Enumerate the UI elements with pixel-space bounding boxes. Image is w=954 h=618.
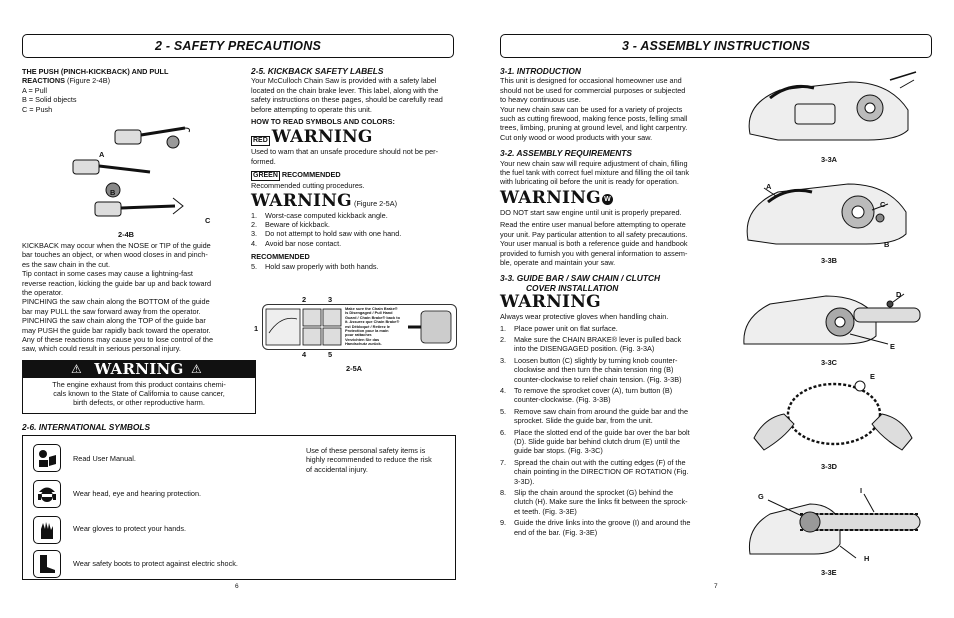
push-pull-title-2: REACTIONS [22, 76, 65, 86]
fig-3-3e-caption: 3-3E [821, 568, 837, 577]
fig-3-3e-label-g: G [758, 492, 764, 501]
list-item: 2. Beware of kickback. [251, 220, 330, 230]
installation-steps [500, 324, 703, 538]
green-tag: GREEN [253, 172, 278, 180]
kickback-line: bar may PULL the saw forward away from the operator. [22, 306, 201, 316]
list-item: 3. Do not attempt to hold saw with one hand. [251, 229, 402, 239]
warning-fig-ref: (Figure 2-5A) [354, 198, 397, 208]
fig-3-3b-label-b: B [884, 240, 890, 249]
how-to-read-heading: HOW TO READ SYMBOLS AND COLORS: [251, 117, 395, 127]
push-pull-section [22, 67, 227, 114]
fig-3-3b-label-c: C [880, 200, 886, 209]
kickback-line: reverse reaction, kicking the guide bar up and back toward [22, 278, 212, 288]
step-item: 5. Remove saw chain from around the guide bar and the sprocket. Slide the guide bar, from the unit. [500, 406, 689, 426]
fig-2-5a-num-1: 1 [254, 324, 259, 333]
fig-3-3d-caption: 3-3D [821, 462, 838, 471]
step-item: 3. Loosen button (C) slightly by turning knob counter- clockwise and then turn the chain tension ring (B) counter-clockwise to relief chain tension. (Fig. 3-3B) [500, 355, 682, 384]
kickback-line: Any of these reactions may cause you to lose control of the [22, 335, 214, 345]
fig-2-4b-caption: 2-4B [118, 230, 135, 239]
fig-2-4b-label-a: A [99, 150, 105, 159]
safety-label-text: Make sure the Chain Brake® is Disengaged / Pull Hand Guard / Chain Brake® back to it. Assurez que Chain Brake® est Débloqué / Retirez le Protection pour la main pour rattacher. Verzichten Sie das Handschutz zurück. [345, 306, 400, 347]
installation-warning-heading: WARNING [500, 292, 601, 313]
warning-badge-icon: W [602, 194, 613, 205]
requirements-heading: 3-2. ASSEMBLY REQUIREMENTS [500, 148, 633, 159]
california-warning-box [22, 360, 256, 414]
kickback-line: PINCHING the saw chain along the TOP of the guide bar [22, 316, 206, 326]
international-symbols-box [22, 435, 456, 580]
list-item: 1. Worst-case computed kickback angle. [251, 210, 388, 220]
push-pull-item: B = Solid objects [22, 95, 77, 105]
page-number-left: 6 [235, 583, 239, 590]
assembly-text-column: 3-1. INTRODUCTION This unit is designed for occasional homeowner use and should not be used for commercial purposes or subjected to heavy continuous use. Your new chain saw can be used for a variety of projects such as cutting firewood, making fence posts, felling small trees, limbing, pruning at ground level, and light carpentry. Cut only wood or wood products with your saw. 3-2. ASSEMBLY REQUIREMENTS Your new chain saw will require adjustment of chain, filling the fuel tank with correct fuel mixture and filling the oil tank with lubricating oil before the unit is ready for operation. WARNING W DO NOT start saw engine until unit is properly prepared. Read the entire user manual before attempting to operate your unit. Pay particular attention to all safety precautions. Your user manual is both a reference guide and handbook provided to furnish you with general information to assem- ble, operate and maintain your saw. 3-3. GUIDE BAR / SAW CHAIN / CLUTCH COVER INSTALLATION WARNING Always wear protective gloves when handling chain. 1. Place power unit on flat surface. 2. Make sure the CHAIN BRAKE® lever is pulled back into the DISENGAGED position. (Fig. 3-3A) 3. Loosen button (C) slightly by turning knob counter- clockwise and then turn the chain tension ring (B) counter-clockwise to relief chain tension. (Fig. 3-3B) 4. To remove the sprocket cover (A), turn button (B) counter-clockwise. (Fig. 3-3B) 5. Remove saw chain from around the guide bar and the sprocket. Slide the guide bar, from the unit. 6. Place the slotted end of the guide bar over the bar bolt (D). Slide guide bar behind clutch drum (E) until the guide bar stops. (Fig. 3-3C) 7. Spread the chain out with the cutting edges (F) of the chain pointing in the DIRECTION OF ROTATION (Fig. 3-3D). 8. Slip the chain around the sprocket (G) behind the clutch (H). Make sure the links fit between the sprock- et teeth. (Fig. 3-3E) 9. Guide the drive links into the groove (I) and around the end of the bar. (Fig. 3-3E) [500, 67, 703, 537]
intl-note: Use of these personal safety items is highly recommended to reduce the risk of accidental injury. [306, 446, 432, 474]
recommended-label: RECOMMENDED [281, 170, 341, 180]
kickback-line: PINCHING the saw chain along the BOTTOM of the guide [22, 297, 210, 307]
fig-2-5a-caption: 2-5A [346, 364, 363, 373]
kickback-line: the operator. [22, 288, 63, 298]
warning-triangle-icon: ⚠ [71, 362, 82, 376]
list-item: 5. Hold saw properly with both hands. [251, 261, 379, 271]
fig-3-3d-label-e: E [870, 372, 875, 381]
figure-3-3e [740, 484, 926, 566]
fig-2-5a-num-2: 2 [302, 295, 307, 304]
figure-2-5a [254, 294, 457, 362]
fig-3-3c-label-e: E [890, 342, 895, 351]
push-pull-item: C = Push [22, 104, 53, 114]
red-tag: RED [253, 137, 268, 145]
safety-label-graphic [262, 304, 457, 350]
fig-3-3b-label-a: A [766, 182, 772, 191]
kickback-line: saw, which could result in serious personal injury. [22, 344, 181, 354]
step-item: 8. Slip the chain around the sprocket (G) behind the clutch (H). Make sure the links fit between the sprock- et teeth. (Fig. 3-3E) [500, 488, 688, 516]
fig-3-3a-caption: 3-3A [821, 155, 838, 164]
step-item: 7. Spread the chain out with the cutting edges (F) of the chain pointing in the DIRECTION OF ROTATION (Fig. 3-3D). [500, 457, 689, 486]
figure-3-3b [740, 166, 926, 252]
warning-triangle-icon: ⚠ [191, 362, 202, 376]
warning-text: The engine exhaust from this product contains chemi- cals known to the State of California to cause cancer, birth defects, or other reproductive harm. [52, 380, 226, 408]
kickback-line: may PUSH the guide bar rapidly back toward the operator. [22, 325, 211, 335]
head-eye-hearing-protection-icon [33, 480, 61, 508]
step-item: 9. Guide the drive links into the groove (I) and around the end of the bar. (Fig. 3-3E) [500, 518, 691, 537]
kickback-line: Tip contact in some cases may cause a lightning-fast [22, 269, 193, 279]
intl-item-gloves: Wear gloves to protect your hands. [73, 524, 187, 533]
chain-installation-illustration [740, 484, 926, 566]
chain-saw-brake-illustration [740, 68, 926, 150]
figure-3-3d [750, 372, 916, 456]
kickback-line: KICKBACK may occur when the NOSE or TIP of the guide [22, 241, 211, 250]
step-item: 6. Place the slotted end of the guide bar over the bar bolt (D). Slide guide bar behind clutch drum (E) until the guide bar stops. (Fig. 3-3C) [500, 427, 690, 456]
installation-heading: 3-3. GUIDE BAR / SAW CHAIN / CLUTCH [500, 273, 661, 284]
warning-banner [23, 361, 255, 378]
kickback-labels-heading: 2-5. KICKBACK SAFETY LABELS [251, 66, 384, 76]
kickback-reactions-illustration [55, 120, 215, 230]
figure-3-3c [740, 282, 926, 354]
recommended-list [251, 262, 456, 271]
safety-boots-icon [33, 550, 61, 578]
fig-2-5a-num-5: 5 [328, 350, 333, 359]
right-page-header: 3 - ASSEMBLY INSTRUCTIONS [500, 34, 932, 58]
intl-item-read-manual: Read User Manual. [73, 454, 136, 463]
recommended-heading: RECOMMENDED [251, 252, 310, 262]
international-symbols-heading: 2-6. INTERNATIONAL SYMBOLS [22, 422, 151, 432]
sprocket-cover-illustration [740, 166, 926, 252]
fig-3-3c-label-d: D [896, 290, 902, 299]
push-pull-fig-ref: (Figure 2-4B) [67, 76, 110, 86]
fig-3-3b-caption: 3-3B [821, 256, 838, 265]
fig-2-4b-label-c: C [205, 216, 211, 225]
warning-heading-fig: WARNING [251, 190, 352, 211]
warning-heading-red: WARNING [271, 127, 373, 148]
fig-2-4b-label-b: B [110, 188, 116, 197]
fig-3-3e-label-i: I [860, 486, 863, 495]
list-item: 4. Avoid bar nose contact. [251, 238, 342, 248]
kickback-description [22, 241, 254, 354]
kickback-line: es the saw chain in the cut. [22, 259, 111, 269]
kickback-line: bar touches an object, or when wood closes in and pinch- [22, 250, 208, 260]
chain-spreading-illustration [750, 372, 916, 456]
fig-3-3e-label-h: H [864, 554, 870, 563]
read-manual-icon [33, 444, 61, 472]
left-page-header: 2 - SAFETY PRECAUTIONS [22, 34, 454, 58]
push-pull-title: THE PUSH (PINCH-KICKBACK) AND PULL [22, 67, 169, 76]
requirements-warning-heading: WARNING [500, 187, 601, 208]
intl-item-boots: Wear safety boots to protect against electric shock. [73, 559, 238, 568]
installation-heading-2: COVER INSTALLATION [526, 282, 619, 293]
step-item: 1. Place power unit on flat surface. [500, 323, 618, 333]
introduction-heading: 3-1. INTRODUCTION [500, 66, 581, 76]
fig-3-3c-caption: 3-3C [821, 358, 838, 367]
warning-title: WARNING [94, 360, 184, 378]
warning-list [251, 211, 456, 249]
kickback-labels-section: 2-5. KICKBACK SAFETY LABELS Your McCulloch Chain Saw is provided with a safety label located on the chain brake lever. This label, along with the safety instructions on these pages, should be carefully read before attempting to operate this unit. HOW TO READ SYMBOLS AND COLORS: RED WARNING Used to warn that an unsafe procedure should not be per- formed. GREEN RECOMMENDED Recommended cutting procedures. WARNING (Figure 2-5A) 1. Worst-case computed kickback angle. 2. Beware of kickback. 3. Do not attempt to hold saw with one hand. 4. Avoid bar nose contact. RECOMMENDED 5. Hold saw properly with both hands. [251, 67, 456, 271]
step-item: 4. To remove the sprocket cover (A), turn button (B) counter-clockwise. (Fig. 3-3B) [500, 385, 673, 405]
figure-3-3a [740, 68, 926, 150]
intl-item-head-protection: Wear head, eye and hearing protection. [73, 489, 202, 498]
page-number-right: 7 [714, 583, 718, 590]
push-pull-item: A = Pull [22, 85, 47, 95]
figure-2-4b [55, 120, 215, 230]
fig-2-5a-num-3: 3 [328, 295, 333, 304]
gloves-icon [33, 516, 61, 544]
step-item: 2. Make sure the CHAIN BRAKE® lever is pulled back into the DISENGAGED position. (Fig. 3-3A) [500, 334, 682, 354]
fig-2-5a-num-4: 4 [302, 350, 307, 359]
